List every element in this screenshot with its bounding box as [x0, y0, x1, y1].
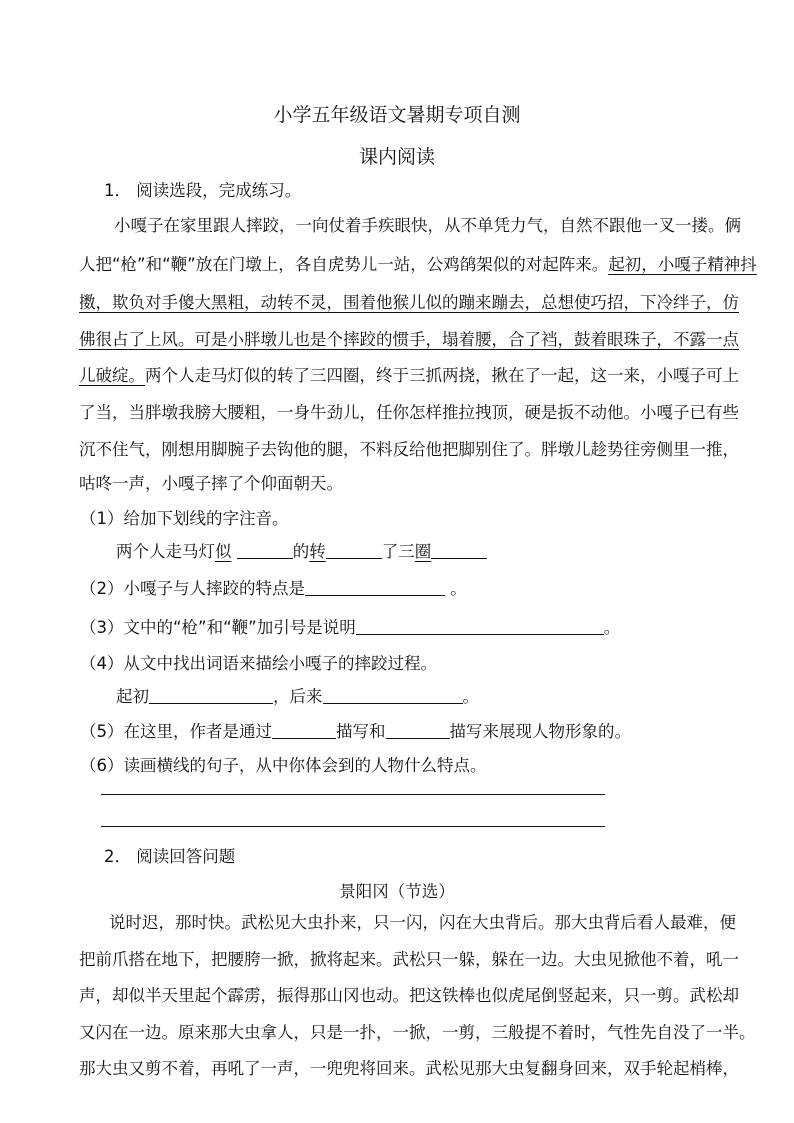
underlined-sentence: 总想使巧招，下冷绊子，仿: [541, 293, 739, 312]
passage-1-line-1: 小嘎子在家里跟人摔跤，一向仗着手疾眼快，从不单凭力气，自然不跟他一叉一搂。俩: [114, 216, 741, 235]
answer-blank[interactable]: [272, 722, 336, 739]
prompt-text: （3）文中的“枪”和“鞭”加引号是说明: [80, 618, 356, 637]
passage-2-title: 景阳冈（节选）: [339, 882, 455, 901]
answer-blank[interactable]: [356, 618, 604, 635]
subquestion-5: [80, 721, 631, 743]
question-1-label: 1． 阅读选段，完成练习。: [104, 181, 302, 200]
answer-blank[interactable]: [305, 579, 445, 596]
answer-line[interactable]: [101, 826, 605, 827]
prompt-text: （5）在这里，作者是通过: [80, 722, 272, 741]
subquestion-4: （4）从文中找出词语来描绘小嘎子的摔跤过程。: [80, 654, 437, 673]
passage-1-line-3: [79, 292, 739, 314]
answer-blank[interactable]: [386, 722, 450, 739]
passage-1-line-5: [79, 365, 739, 387]
prompt-text: 。: [462, 687, 479, 706]
page-title: 小学五年级语文暑期专项自测: [273, 104, 521, 126]
passage-1-line-2: [79, 254, 757, 276]
prompt-text: （2）小嘎子与人摔跤的特点是: [80, 579, 305, 598]
pinyin-blank-2[interactable]: [326, 542, 382, 559]
prompt-text: 描写来展现人物形象的。: [449, 722, 631, 741]
prompt-text: ，后来: [273, 687, 323, 706]
subquestion-4-blanks: [116, 686, 479, 708]
answer-blank-start[interactable]: [149, 687, 273, 704]
prompt-text: 的: [292, 542, 310, 561]
prompt-text: 起初: [116, 687, 149, 706]
underlined-char: 圈: [414, 542, 432, 561]
passage-2-line-5: 那大虫又剪不着，再吼了一声，一兜兜将回来。武松见那大虫复翻身回来，双手轮起梢棒，: [79, 1059, 739, 1078]
subquestion-2: [80, 578, 467, 600]
question-2-label: 2． 阅读回答问题: [104, 847, 236, 866]
passage-2-line-4: 又闪在一边。原来那大虫拿人，只是一扑，一掀，一剪，三般提不着时，气性先自没了一半。: [79, 1023, 756, 1042]
pinyin-blank-1[interactable]: [237, 542, 293, 559]
subquestion-6: （6）读画横线的句子，从中你体会到的人物什么特点。: [80, 756, 487, 775]
answer-blank-later[interactable]: [323, 687, 463, 704]
passage-text: 两个人走马灯似的转了三四圈，终于三抓两挠，揪在了一起，这一来，小嘎子可上: [145, 366, 739, 385]
prompt-text: 两个人走马灯: [116, 542, 215, 561]
prompt-text: 描写和: [336, 722, 386, 741]
answer-line[interactable]: [101, 794, 605, 795]
underlined-sentence: 起初，小嘎子精神抖: [608, 255, 757, 274]
page-subtitle: 课内阅读: [358, 146, 435, 168]
prompt-text: 了三: [381, 542, 415, 561]
passage-2-line-2: 把前爪搭在地下，把腰胯一掀，掀将起来。武松只一躲，躲在一边。大虫见掀他不着，吼一: [79, 950, 739, 969]
passage-2-line-1: 说时迟，那时快。武松见大虫扑来，只一闪，闪在大虫背后。那大虫背后看人最难，便: [109, 913, 736, 932]
passage-text: 人把“枪”和“鞭”放在门墩上，各自虎势儿一站，公鸡鹐架似的对起阵来。: [79, 255, 609, 274]
underlined-sentence: 儿破绽。: [79, 366, 145, 385]
underlined-char: 转: [309, 542, 326, 561]
passage-1-line-8: 咕咚一声，小嘎子摔了个仰面朝天。: [79, 474, 343, 493]
subquestion-1: （1）给加下划线的字注音。: [80, 509, 289, 528]
passage-1-line-4: 佛很占了上风。可是小胖墩儿也是个摔跤的惯手，塌着腰，合了裆，鼓着眼珠子，不露一点: [79, 330, 739, 349]
underlined-sentence: 擞，欺负对手傻大黑粗，动转不灵，围着他猴儿似的蹦来蹦去，: [79, 293, 541, 312]
passage-1-line-6: 了当，当胖墩我膀大腰粗，一身牛劲儿，任你怎样推拉拽顶，硬是扳不动他。小嘎子已有些: [79, 403, 739, 422]
passage-2-line-3: 声，却似半天里起个霹雳，振得那山冈也动。把这铁棒也似虎尾倒竖起来，只一剪。武松却: [79, 986, 739, 1005]
prompt-text: 。: [450, 579, 467, 598]
passage-1-line-7: 沉不住气，刚想用脚腕子去钩他的腿，不料反给他把脚别住了。胖墩儿趁势往旁侧里一推，: [79, 440, 739, 459]
pinyin-blank-3[interactable]: [431, 542, 487, 559]
subquestion-3: [80, 617, 620, 639]
prompt-text: 。: [603, 618, 621, 637]
underlined-char: 似: [215, 542, 232, 561]
subquestion-1-blanks: [116, 541, 487, 563]
